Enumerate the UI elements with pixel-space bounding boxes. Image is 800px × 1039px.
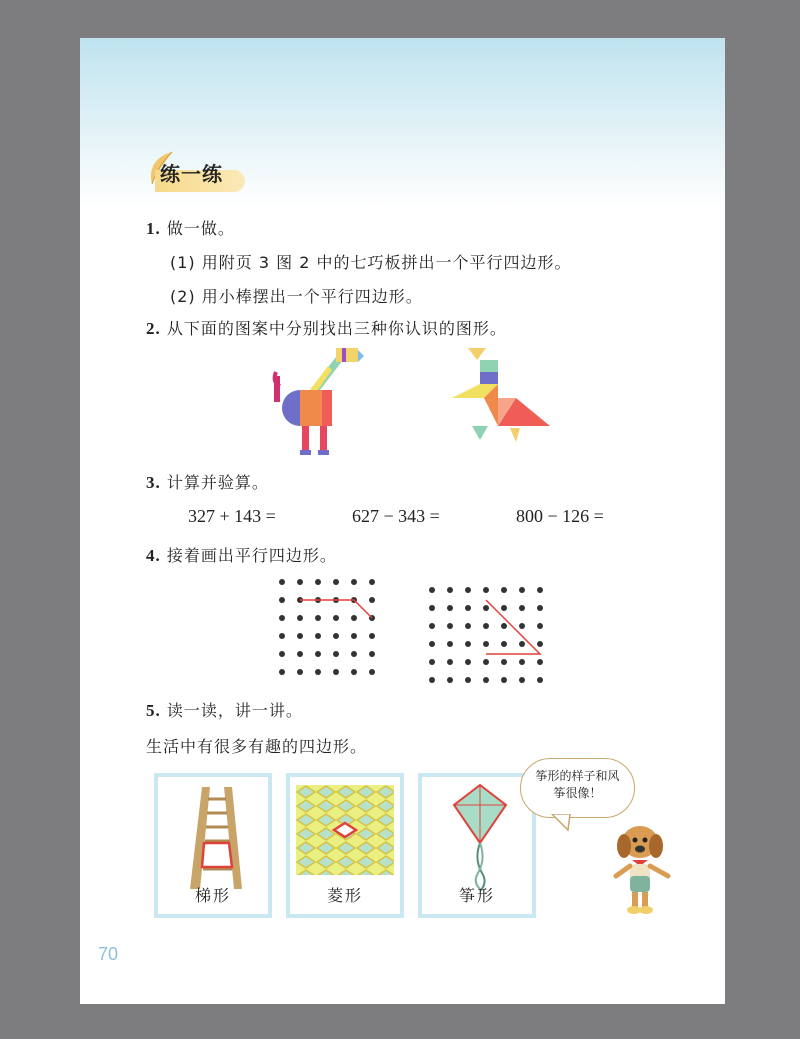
- grid-dot: [447, 623, 453, 629]
- grid-dot: [315, 651, 321, 657]
- equation-1: 327 + 143 =: [188, 506, 276, 526]
- bubble-line-2: 筝很像！: [553, 786, 602, 800]
- question-1: [146, 216, 235, 239]
- grid-dot: [369, 669, 375, 675]
- grid-dot: [501, 623, 507, 629]
- grid-dot: [279, 579, 285, 585]
- question-3: [146, 470, 269, 493]
- grid-dot: [429, 623, 435, 629]
- grid-dot: [537, 605, 543, 611]
- question-text: 做一做。: [166, 219, 235, 238]
- grid-dots: [279, 579, 375, 675]
- grid-dot: [429, 605, 435, 611]
- grid-dot: [483, 623, 489, 629]
- grid-dot: [537, 677, 543, 683]
- grid-dot: [465, 605, 471, 611]
- card-rhombus: [286, 773, 404, 918]
- grid-dot: [519, 605, 525, 611]
- parallelogram-start-lines: [486, 600, 540, 654]
- question-4: [146, 543, 337, 566]
- grid-dot: [297, 579, 303, 585]
- grid-dot: [333, 669, 339, 675]
- tangram-bird-figure: [450, 348, 555, 448]
- dot-grid-1: [276, 576, 386, 686]
- grid-dot: [333, 633, 339, 639]
- grid-dot: [315, 579, 321, 585]
- grid-dot: [447, 677, 453, 683]
- question-number: 1.: [146, 219, 161, 238]
- question-5-sub: 生活中有很多有趣的四边形。: [146, 737, 368, 756]
- grid-dot: [429, 641, 435, 647]
- bird-head: [468, 348, 486, 360]
- grid-dot: [297, 651, 303, 657]
- grid-dot: [279, 651, 285, 657]
- grid-dot: [429, 677, 435, 683]
- question-text: 从下面的图案中分别找出三种你认识的图形。: [166, 319, 507, 338]
- grid-dot: [351, 615, 357, 621]
- trapezoid-highlight: [202, 843, 232, 867]
- grid-dot: [369, 651, 375, 657]
- grid-dot: [279, 669, 285, 675]
- grid-dot: [483, 587, 489, 593]
- grid-dot: [447, 587, 453, 593]
- grid-dot: [465, 677, 471, 683]
- kite-illustration: [448, 783, 512, 891]
- question-5: [146, 698, 303, 721]
- grid-dot: [315, 615, 321, 621]
- question-1-sub-2: (2) 用小棒摆出一个平行四边形。: [170, 287, 423, 306]
- horse-leg-right: [320, 426, 327, 452]
- horse-semicircle: [282, 390, 300, 426]
- grid-dot: [333, 651, 339, 657]
- bubble-line-1: 筝形的样子和风: [535, 769, 620, 783]
- tangram-horse-figure: [270, 346, 365, 456]
- grid-dot: [351, 651, 357, 657]
- horse-body-square: [300, 390, 322, 426]
- grid-dot: [465, 587, 471, 593]
- question-text: 读一读，讲一讲。: [166, 701, 303, 720]
- grid-dot: [483, 677, 489, 683]
- grid-dot: [279, 615, 285, 621]
- equation-3: 800 − 126 =: [516, 506, 604, 526]
- grid-dot: [315, 669, 321, 675]
- horse-hoof-left: [300, 450, 311, 455]
- grid-dot: [519, 677, 525, 683]
- horse-hoof-right: [318, 450, 329, 455]
- grid-dot: [447, 641, 453, 647]
- grid-dot: [519, 587, 525, 593]
- grid-dot: [519, 659, 525, 665]
- equation-2: 627 − 343 =: [352, 506, 440, 526]
- grid-dot: [369, 597, 375, 603]
- grid-dot: [297, 633, 303, 639]
- horse-nose: [358, 350, 364, 362]
- card-kite: [418, 773, 536, 918]
- grid-dot: [537, 641, 543, 647]
- section-title: 练一练: [160, 162, 223, 186]
- grid-dot: [447, 605, 453, 611]
- question-text: 计算并验算。: [166, 473, 269, 492]
- question-1-sub-1: (1) 用附页 3 图 2 中的七巧板拼出一个平行四边形。: [170, 253, 572, 272]
- bubble-tail: [550, 814, 572, 832]
- grid-dot: [279, 633, 285, 639]
- grid-dot: [429, 659, 435, 665]
- rhombus-lattice-illustration: [296, 785, 394, 875]
- horse-head: [336, 348, 358, 362]
- speech-bubble: [520, 758, 635, 818]
- grid-dots: [429, 587, 543, 683]
- dog-mascot-illustration: [610, 820, 680, 916]
- grid-dot: [501, 605, 507, 611]
- bird-leg-left: [472, 426, 488, 440]
- grid-dot: [315, 633, 321, 639]
- grid-dot: [465, 641, 471, 647]
- ladder-illustration: [180, 785, 250, 890]
- bird-neck-top: [480, 360, 498, 372]
- question-text: 接着画出平行四边形。: [166, 546, 337, 565]
- question-number: 3.: [146, 473, 161, 492]
- card-ladder: [154, 773, 272, 918]
- grid-dot: [351, 579, 357, 585]
- grid-dot: [501, 659, 507, 665]
- grid-dot: [519, 641, 525, 647]
- horse-body-rect: [322, 390, 332, 426]
- card-label: 菱形: [326, 886, 363, 905]
- horse-leg-left: [302, 426, 309, 452]
- grid-dot: [483, 659, 489, 665]
- grid-dot: [351, 633, 357, 639]
- grid-dot: [501, 641, 507, 647]
- grid-dot: [297, 669, 303, 675]
- grid-dot: [465, 623, 471, 629]
- grid-dot: [537, 623, 543, 629]
- grid-dot: [447, 659, 453, 665]
- grid-dot: [483, 641, 489, 647]
- question-2: [146, 316, 507, 339]
- grid-dot: [333, 579, 339, 585]
- grid-dot: [369, 633, 375, 639]
- grid-dot: [501, 677, 507, 683]
- grid-dot: [279, 597, 285, 603]
- grid-dot: [501, 587, 507, 593]
- card-label: 筝形: [458, 886, 495, 905]
- grid-dot: [333, 615, 339, 621]
- grid-dot: [519, 623, 525, 629]
- question-number: 4.: [146, 546, 161, 565]
- grid-dot: [429, 587, 435, 593]
- grid-dot: [297, 615, 303, 621]
- card-label: 梯形: [194, 886, 231, 905]
- grid-dot: [483, 605, 489, 611]
- page-number: 70: [98, 944, 119, 964]
- bird-leg-right: [510, 428, 520, 442]
- grid-dot: [351, 669, 357, 675]
- grid-dot: [537, 587, 543, 593]
- grid-dot: [369, 579, 375, 585]
- horse-mane: [342, 348, 346, 362]
- question-number: 5.: [146, 701, 161, 720]
- question-number: 2.: [146, 319, 161, 338]
- grid-dot: [465, 659, 471, 665]
- dot-grid-2: [418, 576, 548, 686]
- textbook-page: [80, 38, 725, 1004]
- grid-dot: [537, 659, 543, 665]
